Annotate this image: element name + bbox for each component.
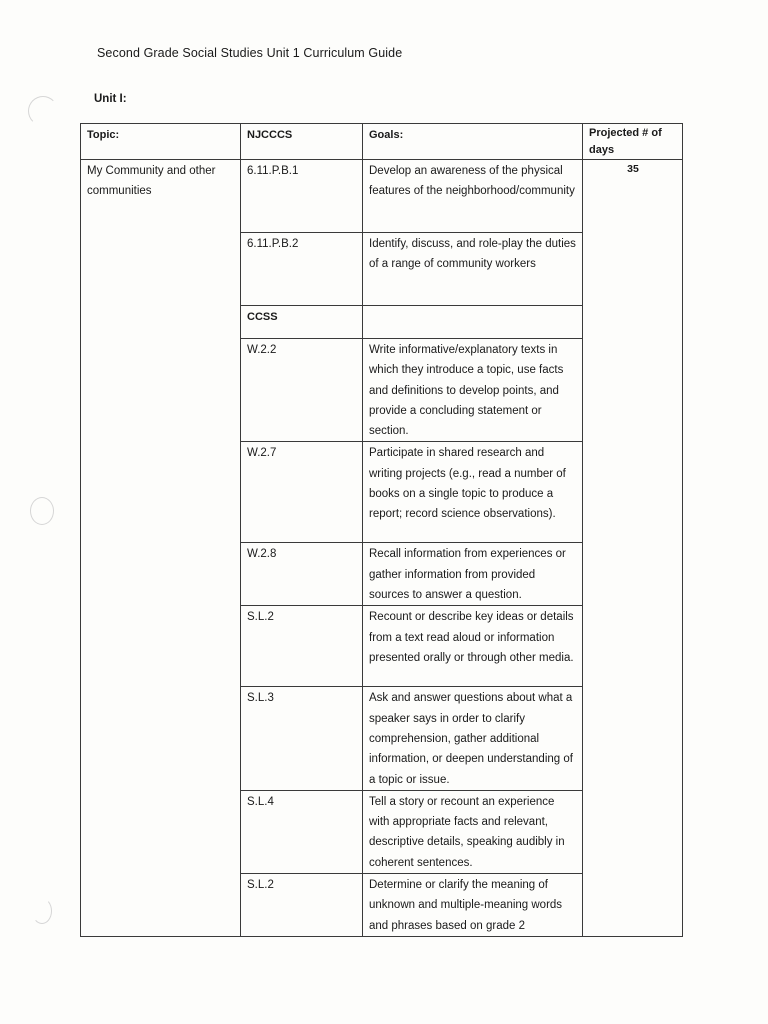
- punch-hole-bottom: [32, 898, 52, 924]
- table-header-row: [81, 124, 683, 160]
- standard-goal: Determine or clarify the meaning of unknown and multiple-meaning words and phrases based on grade 2: [363, 874, 583, 937]
- projected-days-cell: 35: [583, 160, 683, 937]
- header-njcccs: NJCCCS: [241, 124, 363, 160]
- standard-goal: Recount or describe key ideas or details from a text read aloud or information presented orally or through other media.: [363, 606, 583, 687]
- standard-goal: Develop an awareness of the physical features of the neighborhood/community: [363, 160, 583, 233]
- standard-goal: [363, 306, 583, 339]
- standard-code: S.L.3: [241, 687, 363, 790]
- standard-code: W.2.8: [241, 543, 363, 606]
- standard-code: 6.11.P.B.1: [241, 160, 363, 233]
- standard-code: W.2.2: [241, 339, 363, 442]
- standard-goal: Tell a story or recount an experience with appropriate facts and relevant, descriptive details, speaking audibly in coherent sentences.: [363, 790, 583, 873]
- standard-goal: Write informative/explanatory texts in which they introduce a topic, use facts and definitions to develop points, and provide a concluding statement or section.: [363, 339, 583, 442]
- ccss-section-label: CCSS: [241, 306, 363, 339]
- standard-goal: Identify, discuss, and role-play the duties of a range of community workers: [363, 233, 583, 306]
- standard-goal: Ask and answer questions about what a speaker says in order to clarify comprehension, gather additional information, or deepen understanding of a topic or issue.: [363, 687, 583, 790]
- standard-goal: Participate in shared research and writing projects (e.g., read a number of books on a single topic to produce a report; record science observations).: [363, 442, 583, 543]
- header-topic: Topic:: [81, 124, 241, 160]
- standard-code: W.2.7: [241, 442, 363, 543]
- header-projected-days: Projected # of days: [583, 124, 683, 160]
- topic-cell: My Community and other communities: [81, 160, 241, 937]
- standard-goal: Recall information from experiences or gather information from provided sources to answer a question.: [363, 543, 583, 606]
- table-row: [81, 160, 683, 233]
- page-title: Second Grade Social Studies Unit 1 Curriculum Guide: [97, 46, 403, 60]
- unit-label: Unit I:: [94, 93, 127, 105]
- punch-hole-top: [28, 96, 58, 126]
- standard-code: S.L.4: [241, 790, 363, 873]
- standard-code: S.L.2: [241, 606, 363, 687]
- standard-code: S.L.2: [241, 874, 363, 937]
- standard-code: 6.11.P.B.2: [241, 233, 363, 306]
- curriculum-table: [80, 123, 683, 937]
- header-goals: Goals:: [363, 124, 583, 160]
- punch-hole-middle: [30, 497, 54, 525]
